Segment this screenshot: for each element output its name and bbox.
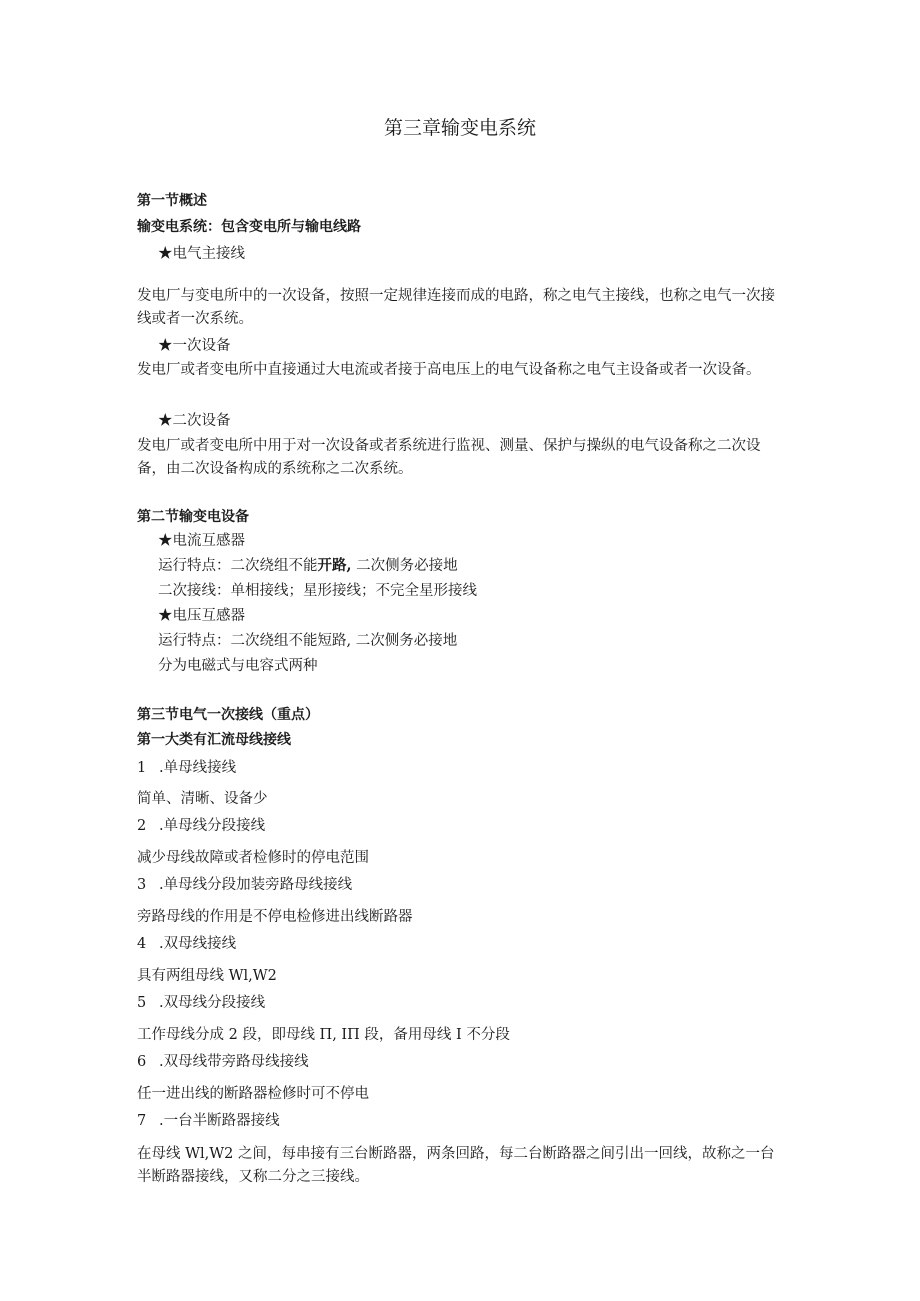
subheading-busbar-wiring: 第一大类有汇流母线接线 [137, 732, 291, 748]
ct-secondary-wiring: 二次接线：单相接线；星形接线；不完全星形接线 [158, 583, 477, 599]
ct-operating-feature: 运行特点：二次绕组不能开路, 二次侧务必接地 [158, 557, 458, 574]
list-item-desc: 工作母线分成 2 段，即母线 Π, IΠ 段，备用母线 I 不分段 [137, 1027, 510, 1043]
list-item-label: 3 .单母线分段加装旁路母线接线 [137, 877, 353, 893]
star-heading-primary-equipment: ★一次设备 [158, 338, 231, 354]
vt-types: 分为电磁式与电容式两种 [158, 658, 318, 674]
chapter-title: 第三章输变电系统 [383, 117, 536, 139]
star-heading-current-transformer: ★电流互感器 [158, 533, 245, 549]
list-item-desc: 任一进出线的断路器检修时可不停电 [137, 1086, 369, 1102]
definition-line: 输变电系统：包含变电所与输电线路 [137, 219, 361, 235]
list-item-desc: 简单、清晰、设备少 [137, 791, 268, 807]
list-item-label: 1 .单母线接线 [137, 760, 237, 776]
star-heading-voltage-transformer: ★电压互感器 [158, 608, 245, 624]
list-item-desc: 旁路母线的作用是不停电检修进出线断路器 [137, 909, 413, 925]
list-item-label: 5 .双母线分段接线 [137, 995, 266, 1011]
paragraph-primary-equipment: 发电厂或者变电所中直接通过大电流或者接于高电压上的电气设备称之电气主设备或者一次设备。 [137, 362, 761, 378]
section-heading-equipment: 第二节输变电设备 [137, 509, 249, 525]
list-item-label: 6 .双母线带旁路母线接线 [137, 1054, 309, 1070]
list-item-label: 7 .一台半断路器接线 [137, 1113, 280, 1129]
vt-operating-feature: 运行特点：二次绕组不能短路, 二次侧务必接地 [158, 633, 458, 649]
list-item-desc: 在母线 Wl,W2 之间，每串接有三台断路器，两条回路，每二台断路器之间引出一回线，故称之一台半断路器接线，又称二分之三接线。 [137, 1146, 775, 1185]
section-heading-overview: 第一节概述 [137, 193, 207, 209]
list-item-desc: 减少母线故障或者检修时的停电范围 [137, 850, 369, 866]
paragraph-main-wiring: 发电厂与变电所中的一次设备，按照一定规律连接而成的电路，称之电气主接线，也称之电气一次接线或者一次系统。 [137, 288, 775, 327]
list-item-desc: 具有两组母线 Wl,W2 [137, 968, 277, 984]
star-heading-secondary-equipment: ★二次设备 [158, 413, 231, 429]
section-heading-primary-wiring: 第三节电气一次接线（重点） [137, 707, 319, 723]
paragraph-secondary-equipment: 发电厂或者变电所中用于对一次设备或者系统进行监视、测量、保护与操纵的电气设备称之二次设备，由二次设备构成的系统称之二次系统。 [137, 438, 761, 477]
star-heading-main-wiring: ★电气主接线 [158, 246, 245, 262]
list-item-label: 4 .双母线接线 [137, 936, 237, 952]
list-item-label: 2 .单母线分段接线 [137, 818, 266, 834]
